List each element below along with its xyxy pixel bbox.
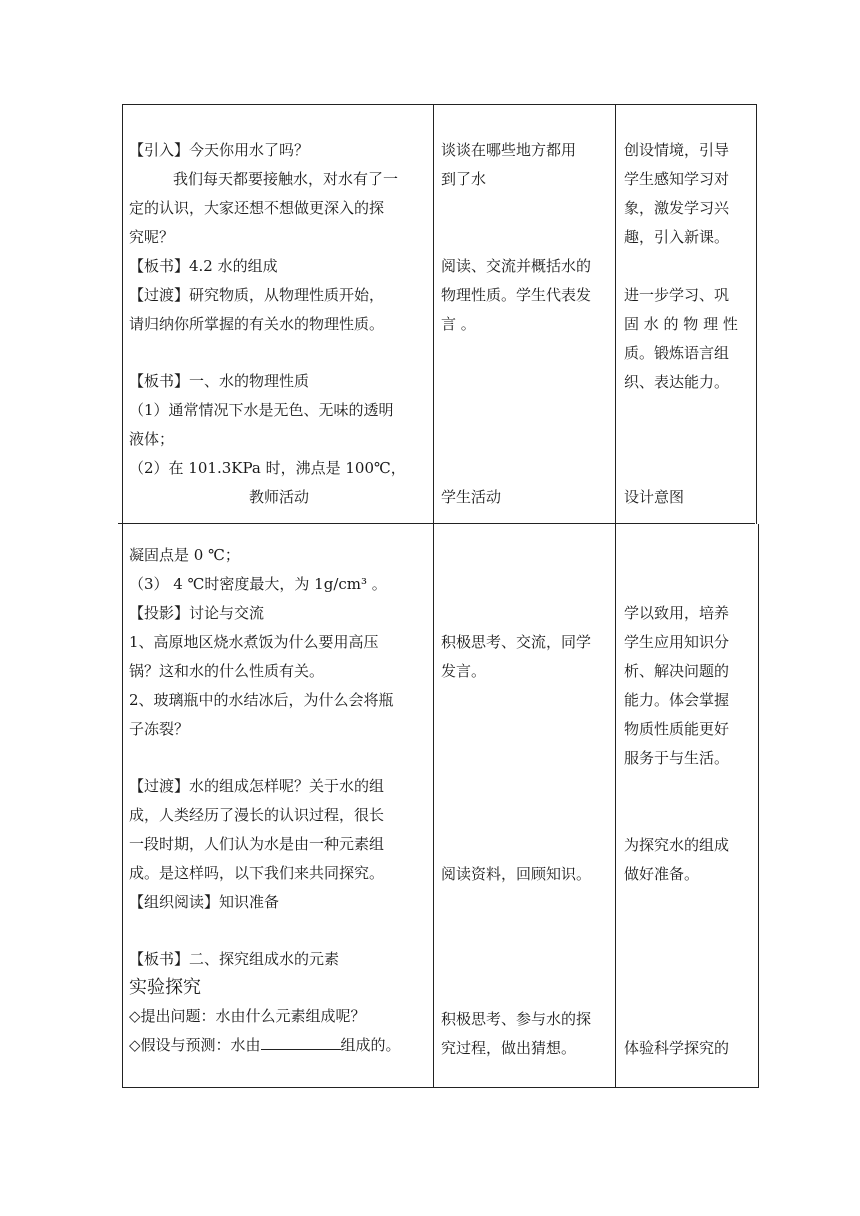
property-item: （3） 4 ℃时密度最大，为 1g/cm³ 。 xyxy=(129,575,387,593)
student-text: 到了水 xyxy=(441,170,487,188)
reading-task: 【组织阅读】知识准备 xyxy=(129,893,280,911)
board-title: 【板书】4.2 水的组成 xyxy=(129,257,278,275)
student-text: 阅读、交流并概括水的 xyxy=(441,257,592,275)
column-divider xyxy=(615,524,616,1088)
design-text: 学以致用，培养 xyxy=(624,604,730,622)
intro-text: 【引入】今天你用水了吗？ xyxy=(129,141,310,159)
design-text: 织、表达能力。 xyxy=(624,373,730,391)
transition-text: 成。是这样吗，以下我们来共同探究。 xyxy=(129,864,385,882)
design-text: 服务于与生活。 xyxy=(624,749,730,767)
transition-text: 【过渡】研究物质，从物理性质开始， xyxy=(129,286,385,304)
fill-in-blank xyxy=(261,1033,341,1050)
design-text: 为探究水的组成 xyxy=(624,836,730,854)
design-text: 质。锻炼语言组 xyxy=(624,344,730,362)
hypothesis-suffix: 组成的。 xyxy=(340,1036,401,1054)
design-text: 学生应用知识分 xyxy=(624,633,730,651)
property-item: 液体； xyxy=(129,430,175,448)
discussion-question: 1、高原地区烧水煮饭为什么要用高压 xyxy=(129,633,379,651)
student-text: 物理性质。学生代表发 xyxy=(441,286,592,304)
transition-text: 一段时期，人们认为水是由一种元素组 xyxy=(129,835,385,853)
student-text: 发言。 xyxy=(441,662,487,680)
design-text: 固 水 的 物 理 性 xyxy=(624,315,738,333)
design-text: 体验科学探究的 xyxy=(624,1039,730,1057)
column-divider xyxy=(615,104,616,524)
transition-text: 成，人类经历了漫长的认识过程，很长 xyxy=(129,806,385,824)
student-text: 积极思考、交流，同学 xyxy=(441,633,592,651)
design-text: 趣，引入新课。 xyxy=(624,228,730,246)
design-text: 能力。体会掌握 xyxy=(624,691,730,709)
column-divider xyxy=(433,524,434,1088)
student-text: 阅读资料，回顾知识。 xyxy=(441,865,592,883)
student-text: 谈谈在哪些地方都用 xyxy=(441,141,577,159)
student-text: 积极思考、参与水的探 xyxy=(441,1010,592,1028)
teacher-activity-cell xyxy=(129,541,431,1060)
property-item: （2）在 101.3KPa 时，沸点是 100℃， xyxy=(129,459,406,477)
column-header-teacher: 教师活动 xyxy=(248,488,309,506)
board-section-heading: 【板书】二、探究组成水的元素 xyxy=(129,950,340,968)
intro-paragraph: 定的认识，大家还想不想做更深入的探 xyxy=(129,199,385,217)
experiment-heading: 实验探究 xyxy=(129,977,201,998)
design-text: 象，激发学习兴 xyxy=(624,199,730,217)
intro-paragraph: 究呢？ xyxy=(129,228,175,246)
design-text: 创设情境，引导 xyxy=(624,141,730,159)
column-divider xyxy=(433,104,434,524)
discussion-question: 2、玻璃瓶中的水结冰后，为什么会将瓶 xyxy=(129,691,394,709)
student-text: 究过程，做出猜想。 xyxy=(441,1039,577,1057)
property-item: （1）通常情况下水是无色、无味的透明 xyxy=(129,401,394,419)
design-text: 物质性质能更好 xyxy=(624,720,730,738)
discussion-question: 锅？这和水的什么性质有关。 xyxy=(129,662,325,680)
property-item: 凝固点是 0 ℃； xyxy=(129,546,240,564)
projection-heading: 【投影】讨论与交流 xyxy=(129,604,265,622)
board-section-heading: 【板书】一、水的物理性质 xyxy=(129,372,310,390)
design-text: 进一步学习、巩 xyxy=(624,286,730,304)
design-text: 做好准备。 xyxy=(624,865,700,883)
teacher-activity-cell xyxy=(129,136,429,483)
design-text: 析、解决问题的 xyxy=(624,662,730,680)
student-activity-cell xyxy=(441,136,611,339)
design-intent-cell xyxy=(624,136,754,397)
hypothesis-prefix: ◇假设与预测：水由 xyxy=(129,1036,261,1054)
discussion-question: 子冻裂？ xyxy=(129,720,190,738)
design-intent-cell xyxy=(624,599,756,1063)
inquiry-question: ◇提出问题：水由什么元素组成呢？ xyxy=(129,1007,366,1025)
design-text: 学生感知学习对 xyxy=(624,170,730,188)
column-header-student: 学生活动 xyxy=(441,488,502,506)
hypothesis-line xyxy=(129,1031,431,1060)
transition-text: 【过渡】水的组成怎样呢？关于水的组 xyxy=(129,777,385,795)
student-activity-cell xyxy=(441,628,613,1063)
intro-paragraph: 我们每天都要接触水，对水有了一 xyxy=(173,170,399,188)
column-header-design: 设计意图 xyxy=(624,488,685,506)
transition-text: 请归纳你所掌握的有关水的物理性质。 xyxy=(129,315,385,333)
student-text: 言 。 xyxy=(441,315,476,333)
